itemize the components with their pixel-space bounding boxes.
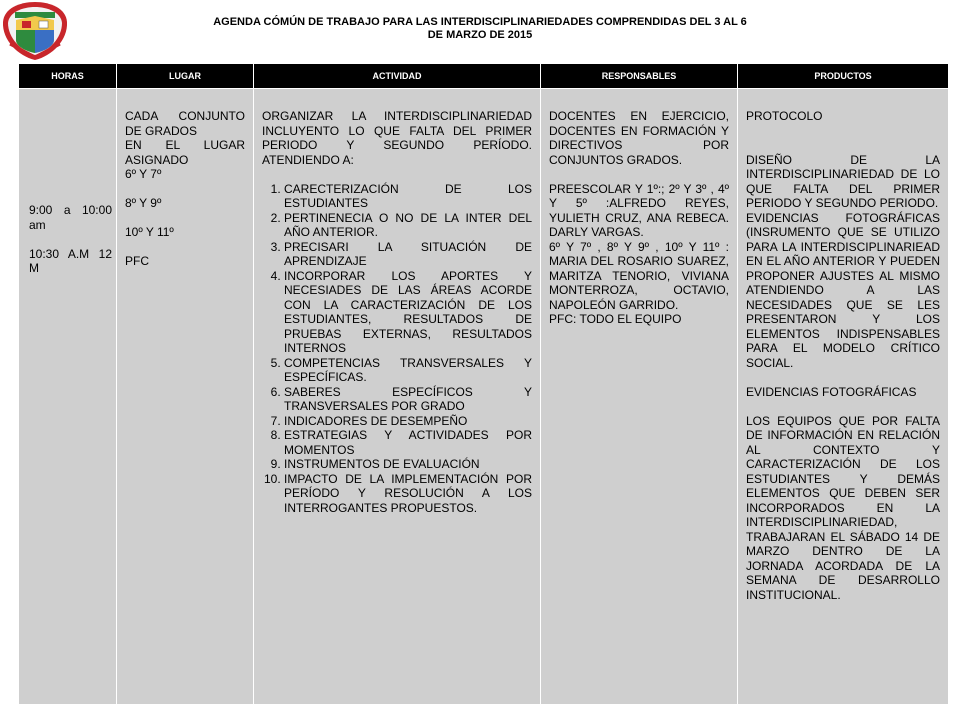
school-crest-icon [0,0,70,62]
header-actividad: ACTIVIDAD [254,64,541,89]
table-header-row [19,64,949,89]
productos-2: DISEÑO DE LA INTERDISCIPLINARIEDAD DE LO QUE FALTA DEL PRIMER PERIODO Y SEGUNDO PERIODO. [746,152,940,210]
page-title [120,16,840,42]
cell-lugar [117,89,254,705]
actividad-intro: ORGANIZAR LA INTERDISCIPLINARIEDAD INCLUYENTO LO QUE FALTA DEL PRIMER PERIODO Y SEGUNDO PERÍODO. ATENDIENDO A: [262,109,532,167]
list-item: 3. PRECISARI LA SITUACIÓN DE APRENDIZAJE [284,240,532,269]
header-productos: PRODUCTOS [738,64,949,89]
list-item: 6. SABERES ESPECÍFICOS Y TRANSVERSALES POR GRADO [284,385,532,414]
responsables-4: PFC: TODO EL EQUIPO [549,312,682,326]
title-line-1: AGENDA CÓMÚN DE TRABAJO PARA LAS INTERDISCIPLINARIEDADES COMPRENDIDAS DEL 3 AL 6 [213,16,747,28]
list-item: 2. PERTINENECIA O NO DE LA INTER DEL AÑO ANTERIOR. [284,211,532,240]
table-row [19,89,949,705]
list-item: 9. INSTRUMENTOS DE EVALUACIÓN [284,457,532,472]
productos-3: EVIDENCIAS FOTOGRÁFICAS (INSRUMENTO QUE SE UTILIZO PARA LA INTERDISCIPLINARIEAD EN EL AÑO ANTERIOR Y PUEDEN PROPONER AJUSTES AL MISMO ATENDIENDO A LAS NECESIDADES QUE SE LES PRESENTARON Y LOS ELEMENTOS INDISPENSABLES PARA EL MODELO CRÍTICO SOCIAL. [746,210,940,370]
lugar-5: 10º Y 11º [125,225,174,239]
responsables-2: PREESCOLAR Y 1º:; 2º Y 3º , 4º Y 5º :ALFREDO REYES, YULIETH CRUZ, ANA REBECA. DARLY VARGAS. [549,181,729,239]
list-item: 1. CARECTERIZACIÓN DE LOS ESTUDIANTES [284,182,532,211]
lugar-3: 6º Y 7º [125,167,162,181]
cell-actividad [254,89,541,705]
header-responsables: RESPONSABLES [541,64,738,89]
horas-1: 9:00 a 10:00 am [29,203,112,232]
header-lugar: LUGAR [117,64,254,89]
responsables-3: 6º Y 7º , 8º Y 9º , 10º Y 11º : MARIA DEL ROSARIO SUAREZ, MARITZA TENORIO, VIVIANA MONTERROZA, OCTAVIO, NAPOLEÓN GARRIDO. [549,239,729,312]
lugar-1: CADA CONJUNTO DE GRADOS [125,109,245,138]
lugar-4: 8º Y 9º [125,196,162,210]
list-item: 4. INCORPORAR LOS APORTES Y NECESIADES DE LAS ÁREAS ACORDE CON LA CARACTERIZACIÓN DE LOS ESTUDIANTES, RESULTADOS DE PRUEBAS EXTERNAS, RESULTADOS INTERNOS [284,269,532,356]
lugar-6: PFC [125,254,149,268]
horas-2: 10:30 A.M 12 M [29,246,112,275]
list-item: 7. INDICADORES DE DESEMPEÑO [284,414,532,429]
cell-responsables [541,89,738,705]
title-line-2: DE MARZO DE 2015 [427,29,533,41]
responsables-1: DOCENTES EN EJERCICIO, DOCENTES EN FORMACIÓN Y DIRECTIVOS POR CONJUNTOS GRADOS. [549,109,729,167]
list-item: 5. COMPETENCIAS TRANSVERSALES Y ESPECÍFICAS. [284,356,532,385]
productos-1: PROTOCOLO [746,109,823,123]
productos-5: LOS EQUIPOS QUE POR FALTA DE INFORMACIÓN EN RELACIÓN AL CONTEXTO Y CARACTERIZACIÓN DE LOS ESTUDIANTES Y DEMÁS ELEMENTOS QUE DEBEN SER INCORPORADOS EN LA INTERDISCIPLINARIEDAD, TRABAJARAN EL SÁBADO 14 DE MARZO DENTRO DE LA JORNADA ACORDADA DE LA SEMANA DE DESARROLLO INSTITUCIONAL. [746,413,940,602]
list-item: 10. IMPACTO DE LA IMPLEMENTACIÓN POR PERÍODO Y RESOLUCIÓN A LOS INTERROGANTES PROPUESTOS. [284,472,532,516]
actividad-list [262,182,532,516]
cell-productos [738,89,949,705]
cell-horas [19,89,117,705]
lugar-2: EN EL LUGAR ASIGNADO [125,138,245,167]
productos-4: EVIDENCIAS FOTOGRÁFICAS [746,384,917,399]
list-item: 8. ESTRATEGIAS Y ACTIVIDADES POR MOMENTOS [284,428,532,457]
header-horas: HORAS [19,64,117,89]
agenda-table [18,63,949,705]
